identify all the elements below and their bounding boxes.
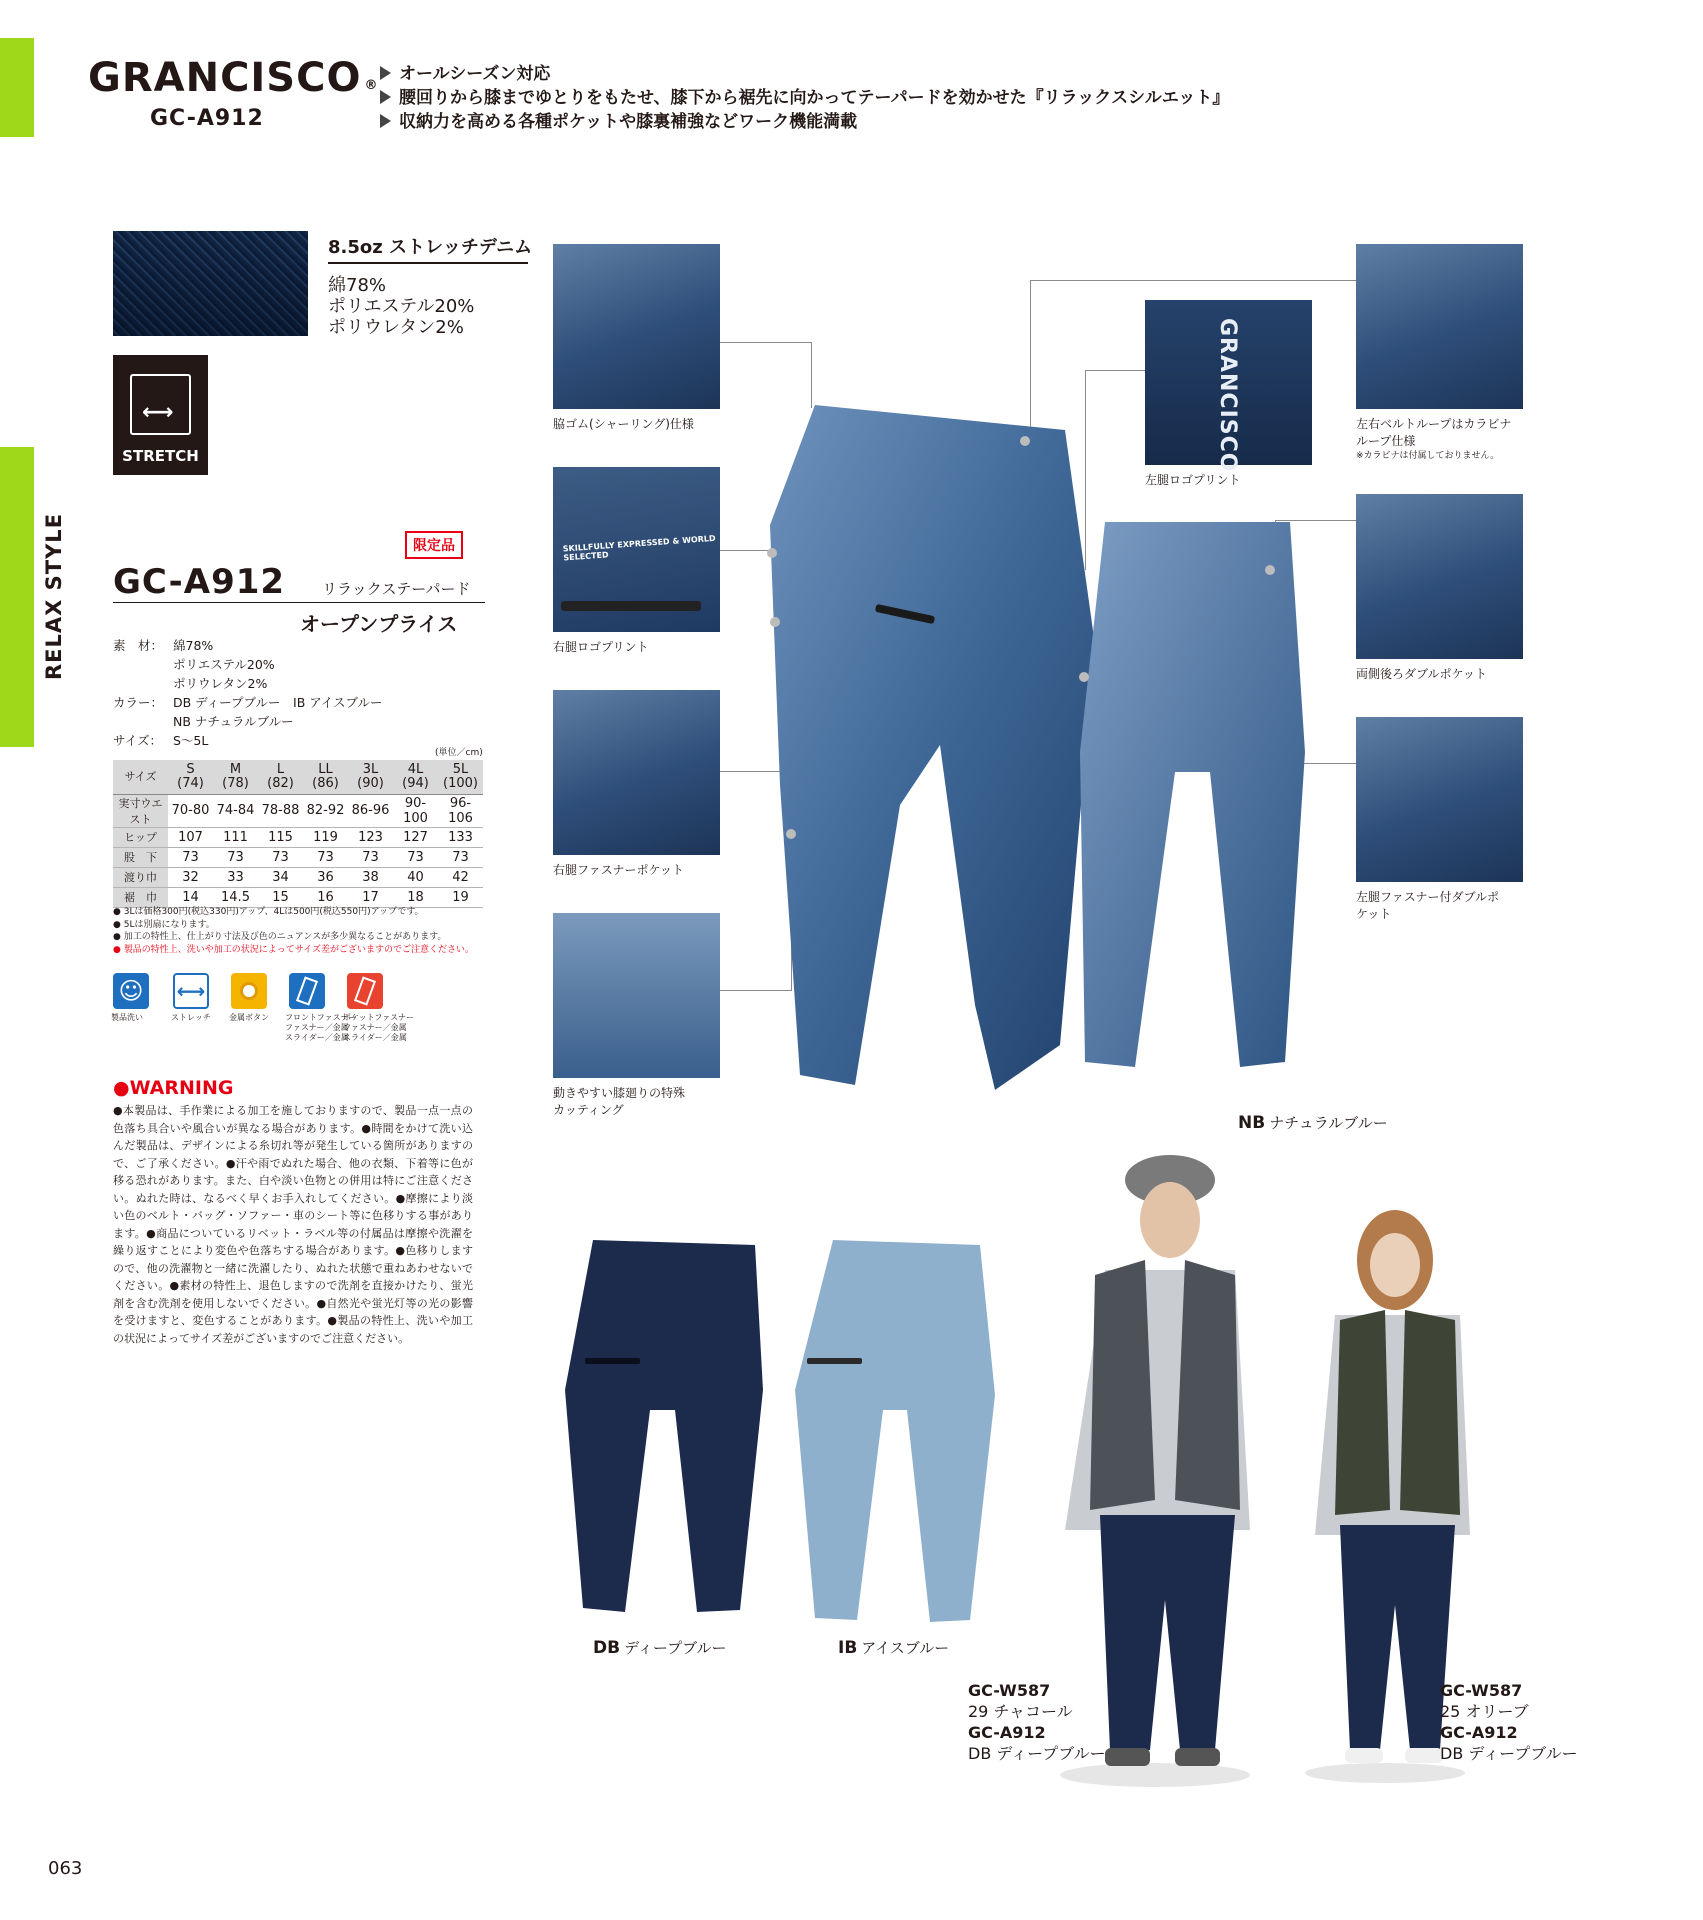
front-zipper-icon	[289, 973, 325, 1009]
callout-dot	[786, 829, 796, 839]
detail-caption: 両側後ろダブルポケット	[1356, 667, 1487, 681]
warning-title: ●WARNING	[113, 1077, 234, 1099]
pants-ib-photo	[795, 1240, 1000, 1625]
product-subtitle: リラックステーパード	[322, 580, 471, 598]
callout-dot	[1265, 565, 1275, 575]
table-row: 渡り巾 32 33 34 36 38 40 42	[113, 867, 483, 887]
detail-caption: 左腿ファスナー付ダブルポ ケット	[1356, 890, 1500, 921]
brand-logo: GRANCISCO ®	[88, 55, 379, 101]
icon-label: ストレッチ	[171, 1013, 211, 1022]
top-green-tab	[0, 38, 34, 137]
leader-line	[1275, 520, 1356, 521]
fabric-swatch-image	[113, 231, 308, 336]
size-table-header: サイズ S (74) M (78) L (82) LL (86) 3L (90) 4L (94) 5L (100)	[113, 760, 483, 794]
table-row: 実寸ウエスト 70-80 74-84 78-88 82-92 86-96 90-100 96-106	[113, 794, 483, 827]
metal-button-icon	[231, 973, 267, 1009]
detail-caption: 動きやすい膝廻りの特殊 カッティング	[553, 1086, 686, 1117]
coordinate-caption-male: GC-W587 29 チャコール GC-A912 DB ディープブルー	[968, 1681, 1106, 1763]
size-table	[113, 760, 483, 908]
product-model: GC-A912	[113, 562, 286, 602]
table-row: 股 下 73 73 73 73 73 73 73	[113, 847, 483, 867]
coordinate-caption-female: GC-W587 25 オリーブ GC-A912 DB ディープブルー	[1440, 1681, 1578, 1763]
triangle-bullet-icon	[380, 114, 391, 128]
size-table-unit: (単位／cm)	[435, 748, 483, 758]
product-divider	[113, 602, 485, 603]
product-price: オープンプライス	[300, 612, 458, 636]
size-notes: ● 3Lは価格300円(税込330円)アップ、4Lは500円(税込550円)アップです。 ● 5Lは別扇になります。 ● 加工の特性上、仕上がり寸法及び色のニュアンスが多少異なることがあります。 ● 製品の特性上、洗いや加工の状況によってサイズ差がございますのでご注意ください。	[113, 907, 474, 955]
icon-label: 製品洗い	[111, 1013, 143, 1022]
table-row: ヒップ 107 111 115 119 123 127 133	[113, 827, 483, 847]
detail-caption: 右腿ロゴプリント	[553, 640, 649, 654]
leader-line	[811, 342, 812, 408]
callout-dot	[767, 548, 777, 558]
fabric-divider	[328, 262, 528, 264]
feature-item: オールシーズン対応	[380, 62, 1229, 86]
leader-line	[720, 342, 812, 343]
feature-item: 収納力を高める各種ポケットや膝裏補強などワーク機能満載	[380, 110, 1229, 134]
fabric-composition: 綿78% ポリエステル20% ポリウレタン2%	[328, 275, 475, 338]
product-spec: 素 材： 綿78% ポリエステル20% ポリウレタン2% カラー： DB ディープブルー IB アイスブルー NB ナチュラルブルー サイズ： S〜5L	[113, 638, 383, 748]
icon-label: ポケットファスナー ファスナー／金属 スライダー／金属	[343, 1013, 415, 1042]
color-caption-nb: NB ナチュラルブルー	[1238, 1113, 1388, 1133]
page-number: 063	[48, 1858, 83, 1879]
feature-list	[380, 62, 1229, 134]
main-pants-back-photo	[1080, 522, 1310, 1077]
detail-photo-knee	[553, 913, 720, 1078]
side-green-tab	[0, 447, 34, 747]
stretch-icon: ⟷	[173, 973, 209, 1009]
stretch-badge	[113, 355, 208, 475]
color-caption-ib: IB アイスブルー	[838, 1638, 950, 1658]
double-arrow-icon: ⟷	[142, 400, 174, 425]
washable-icon: ☺	[113, 973, 149, 1009]
warning-text: ●本製品は、手作業による加工を施しておりますので、製品一点一点の色落ち具合いや風合いが異なる場合があります。●時間をかけて洗い込んだ製品は、デザインによる糸切れ等が発生している箇所がありますので、ご了承ください。●汗や雨でぬれた場合、他の衣類、下着等に色が移る恐れがあります。また、白や淡い色物との併用は特にご注意ください。ぬれた時は、なるべく早くお手入れしてください。●摩擦により淡い色のベルト・バッグ・ソファー・車のシート等に色移りする事があります。●商品についているリベット・ラベル等の付属品は摩擦や洗濯を繰り返すことにより変色や色落ちする場合があります。●色移りしますので、他の洗濯物と一緒に洗濯したり、ぬれた状態で重ねあわせないでください。●素材の特性上、退色しますので洗剤を直接かけたり、蛍光剤を含む洗剤を使用しないでください。●自然光や蛍光灯等の光の影響を受けますと、変色することがあります。●製品の特性上、洗いや加工の状況によってサイズ差がございますのでご注意ください。	[113, 1104, 473, 1345]
callout-dot	[770, 617, 780, 627]
detail-caption: 左腿ロゴプリント	[1145, 473, 1241, 487]
brand-model: GC-A912	[150, 106, 264, 131]
limited-badge: 限定品	[405, 531, 463, 559]
detail-photo-zipper-pocket	[553, 690, 720, 855]
detail-photo-belt-loop	[1356, 244, 1523, 409]
detail-photo-back-pocket	[1356, 494, 1523, 659]
triangle-bullet-icon	[380, 66, 391, 80]
leader-line	[1030, 280, 1356, 281]
callout-dot	[1079, 672, 1089, 682]
side-tab-label: RELAX STYLE	[42, 512, 66, 680]
detail-caption: 左右ベルトループはカラビナ ループ仕様 ※カラビナは付属しておりません。	[1356, 417, 1512, 461]
leader-line	[1085, 370, 1145, 371]
detail-photo-right-logo: SKILLFULLY EXPRESSED & WORLD SELECTED	[553, 467, 720, 632]
color-caption-db: DB ディープブルー	[593, 1638, 727, 1658]
table-row: 裾 巾 14 14.5 15 16 17 18 19	[113, 887, 483, 907]
detail-caption: 脇ゴム(シャーリング)仕様	[553, 417, 694, 431]
detail-caption: 右腿ファスナーポケット	[553, 863, 684, 877]
callout-dot	[1020, 436, 1030, 446]
pants-db-photo	[565, 1240, 765, 1615]
icon-label: 金属ボタン	[229, 1013, 269, 1022]
feature-item: 腰回りから膝までゆとりをもたせ、膝下から裾先に向かってテーパードを効かせた『リラックスシルエット』	[380, 86, 1229, 110]
triangle-bullet-icon	[380, 90, 391, 104]
detail-photo-side-elastic	[553, 244, 720, 409]
fabric-name: 8.5oz ストレッチデニム	[328, 237, 533, 258]
stretch-badge-label: STRETCH	[122, 447, 199, 465]
pocket-zipper-icon	[347, 973, 383, 1009]
detail-photo-thigh-pocket	[1356, 717, 1523, 882]
icon-label: フロントファスナー ファスナー／金属 スライダー／金属	[285, 1013, 357, 1042]
detail-photo-left-logo: GRANCISCO	[1145, 300, 1312, 465]
main-pants-front-photo	[760, 405, 1100, 1090]
